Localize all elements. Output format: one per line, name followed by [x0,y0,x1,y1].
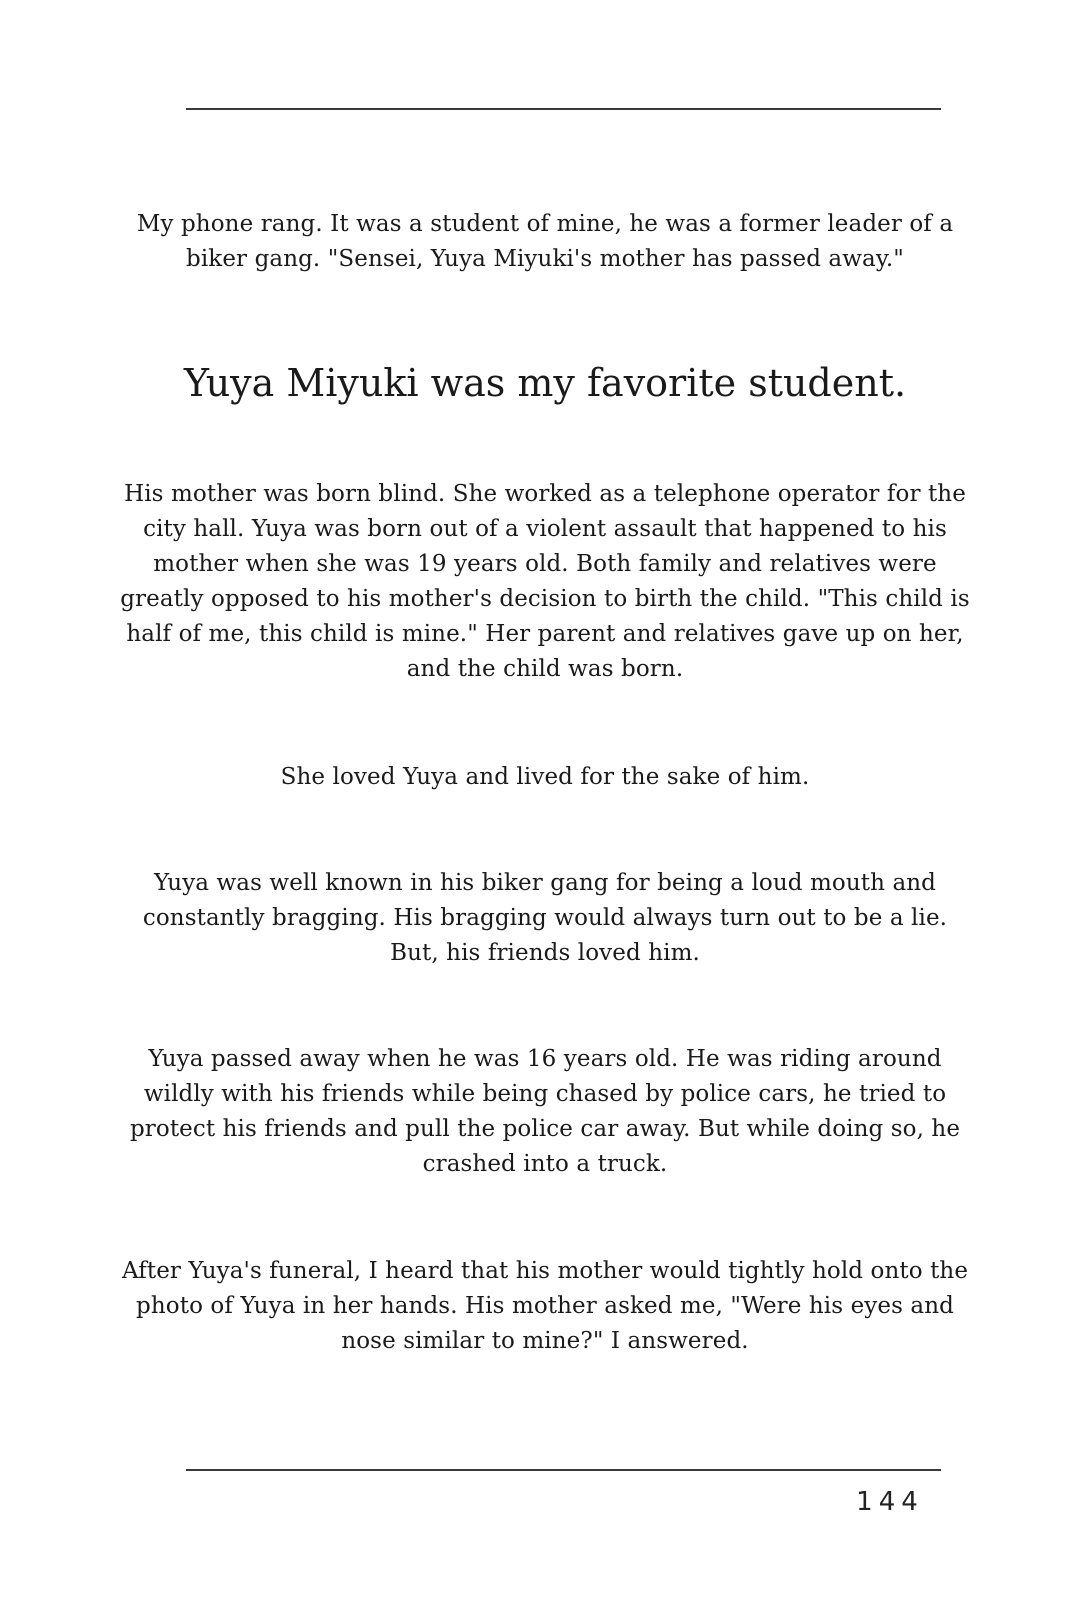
paragraph-funeral: After Yuya's funeral, I heard that his mother would tightly hold onto the photo of Yuya in her hands. His mother asked me, "Were his eyes and nose similar to mine?" I answered. [121,1258,969,1354]
page-number: 144 [856,1487,924,1517]
page-heading: Yuya Miyuki was my favorite student. [183,361,907,405]
top-divider [186,108,941,110]
bottom-divider [186,1469,941,1471]
paragraph-biker-gang: Yuya was well known in his biker gang for being a loud mouth and constantly bragging. His bragging would always turn out to be a lie. But, his friends loved him. [142,870,948,966]
paragraph-mother-love: She loved Yuya and lived for the sake of him. [280,764,810,790]
paragraph-accident: Yuya passed away when he was 16 years old. He was riding around wildly with his friends while being chased by police cars, he tried to protect his friends and pull the police car away. But while doing so, he crashed into a truck. [129,1046,961,1177]
paragraph-mother-background: His mother was born blind. She worked as a telephone operator for the city hall. Yuya was born out of a violent assault that happened to his mother when she was 19 years old. Both family and relatives were greatly opposed to his mother's decision to birth the child. "This child is half of me, this child is mine." Her parent and relatives gave up on her, and the child was born. [120,481,970,682]
paragraph-phone-call: My phone rang. It was a student of mine, he was a former leader of a biker gang. "Sensei, Yuya Miyuki's mother has passed away." [136,211,954,272]
